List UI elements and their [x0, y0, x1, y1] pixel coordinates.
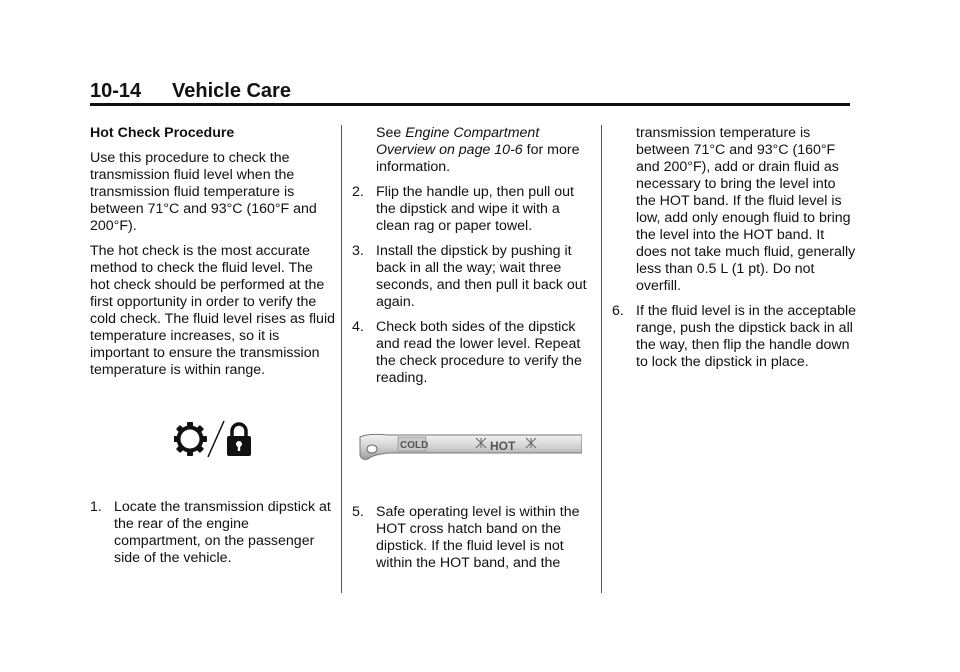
paragraph: Use this procedure to check the transmission fluid level when the transmission fluid temperature is between 71°C and 93°C (160°F and 200°F). [90, 150, 317, 234]
step-text: Check both sides of the dipstick and read the lower level. Repeat the check procedure to verify the reading. [376, 319, 582, 386]
step-continuation: transmission temperature is between 71°C and 93°C (160°F and 200°F), add or drain fluid as necessary to bring the level into the HOT band. If the fluid level is low, add only enough fluid to bring the level into the HOT band. It does not take much fluid, generally less than 0.5 L (1 pt). Do not overfill. [636, 125, 856, 294]
step-number: 2. [352, 184, 364, 200]
gear-slash-lock-icon [174, 419, 256, 459]
section-title: Vehicle Care [172, 80, 291, 102]
step-number: 4. [352, 319, 364, 335]
step-text: Locate the transmission dipstick at the rear of the engine compartment, on the passenger side of the vehicle. [114, 499, 331, 566]
column-2 [352, 125, 592, 580]
header-rule [90, 103, 850, 106]
see-suffix: for more information. [376, 142, 580, 175]
cross-reference [376, 125, 592, 176]
step-text: Flip the handle up, then pull out the dipstick and wipe it with a clean rag or paper towel. [376, 184, 574, 234]
column-divider [341, 125, 342, 593]
dipstick-hot-label: HOT [490, 439, 516, 453]
paragraph: The hot check is the most accurate method to check the fluid level. The hot check should be performed at the first opportunity in order to verify the cold check. The fluid level rises as fluid temperature increases, so it is important to ensure the transmission temperature is within range. [90, 243, 335, 378]
list-item [352, 243, 592, 311]
column-3 [612, 125, 857, 379]
column-1 [90, 125, 335, 575]
list-item [90, 499, 335, 567]
list-item [352, 504, 592, 572]
page-number: 10-14 [90, 80, 142, 102]
column-divider [601, 125, 602, 593]
dipstick-icon [358, 429, 582, 463]
see-prefix: See [376, 125, 402, 141]
procedure-heading: Hot Check Procedure [90, 125, 235, 141]
cross-reference-link[interactable]: Engine Compartment Overview on page 10-6 [376, 125, 540, 158]
step-number: 3. [352, 243, 364, 259]
step-number: 1. [90, 499, 102, 515]
step-number: 6. [612, 303, 624, 319]
step-text: Safe operating level is within the HOT cross hatch band on the dipstick. If the fluid level is not within the HOT band, and the [376, 504, 580, 571]
step-number: 5. [352, 504, 364, 520]
dipstick-illustration [358, 429, 592, 468]
step-text: Install the dipstick by pushing it back in all the way; wait three seconds, and then pull it back out again. [376, 243, 587, 310]
dipstick-cold-label: COLD [400, 440, 429, 451]
list-item [352, 319, 592, 387]
list-item [612, 303, 857, 371]
list-item [352, 184, 592, 235]
step-text: If the fluid level is in the acceptable range, push the dipstick back in all the way, then flip the handle down to lock the dipstick in place. [636, 303, 857, 370]
